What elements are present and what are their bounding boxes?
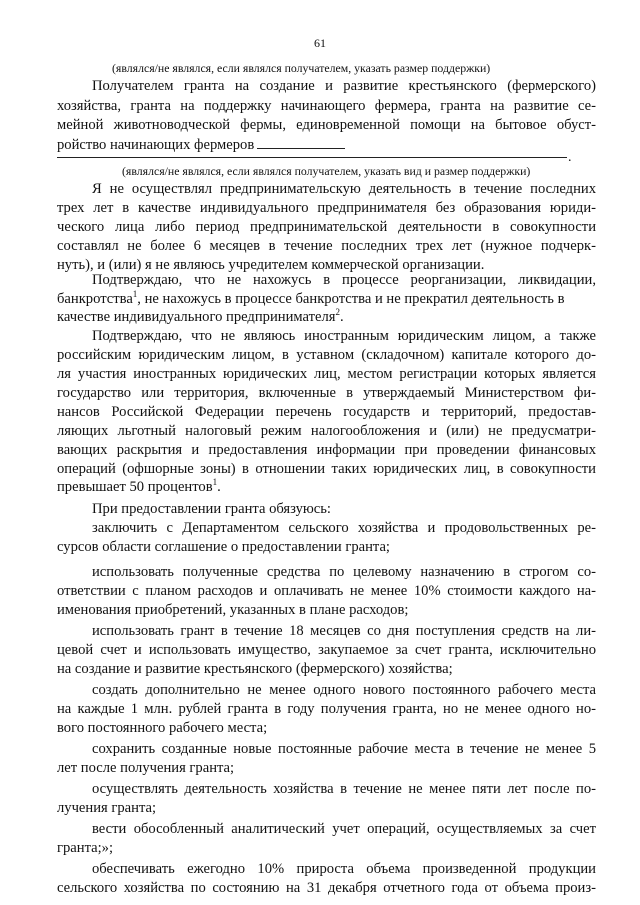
grant-line-1: Получателем гранта на создание и развитие крестьянского (фермерского) [92, 78, 596, 94]
grant-answer-blank[interactable] [257, 136, 345, 149]
bankruptcy-line-2 [57, 291, 596, 308]
bankruptcy-line-2-b: , не нахожусь в процессе банкротства и не прекратил деятельность в [137, 291, 565, 307]
obligation-7-line-1: вести обособленный аналитический учет операций, осуществляемых за счет [92, 821, 596, 837]
answer-rule-end: . [568, 150, 572, 165]
footnote-ref-2: 2 [335, 307, 340, 318]
offshore-line-4: государство или территория, включенные в утверждаемый Министерством фи- [57, 385, 596, 401]
obligation-6-line-2: лучения гранта; [57, 800, 157, 816]
page-number: 61 [314, 36, 326, 50]
obligation-5-line-1: сохранить созданные новые постоянные рабочие места в течение не менее 5 [92, 741, 596, 757]
obligation-2-line-1: использовать полученные средства по целевому назначению в строгом со- [92, 564, 596, 580]
offshore-line-7: вающих раскрытия и предоставления информации при проведении финансовых [57, 442, 596, 458]
offshore-line-2: российским юридическим лицом, в уставном (складочном) капитале которого до- [57, 347, 596, 363]
obligation-2-line-2: ответствии с планом расходов и оплачивать не менее 10% стоимости каждого на- [57, 583, 596, 599]
offshore-line-5: нансов Российской Федерации перечень государств и территорий, предостав- [57, 404, 596, 420]
grant-line-4-text: ройство начинающих фермеров [57, 137, 255, 153]
entrepreneur-line-2: трех лет в качестве индивидуального предпринимателя без образования юриди- [57, 200, 596, 216]
bankruptcy-line-3-b: . [339, 309, 344, 325]
answer-rule[interactable] [57, 157, 567, 158]
footnote-ref-1: 1 [132, 289, 138, 300]
obligation-8-line-2: сельского хозяйства по состоянию на 31 декабря отчетного года от объема произ- [57, 880, 596, 896]
grant-line-3: мейной животноводческой фермы, единовременной помощи на бытовое обуст- [57, 117, 596, 133]
support-note-mid: (являлся/не являлся, если являлся получателем, указать вид и размер поддержки) [122, 164, 531, 178]
entrepreneur-line-3: ческого лица либо период предпринимательской деятельности в совокупности [57, 219, 596, 235]
bankruptcy-line-2-a: банкротства [57, 291, 133, 307]
obligation-4-line-3: вого постоянного рабочего места; [57, 720, 268, 736]
bankruptcy-line-3 [57, 309, 596, 326]
offshore-line-9-a: превышает 50 процентов [57, 479, 213, 495]
grant-line-4 [57, 136, 596, 154]
footnote-ref-1b: 1 [212, 477, 218, 488]
offshore-line-6: ляющих льготный налоговый режим налогообложения и (или) не предусматри- [57, 423, 596, 439]
obligation-5-line-2: лет после получения гранта; [57, 760, 235, 776]
obligation-3-line-2: цевой счет и использовать имущество, закупаемое за счет гранта, исключительно [57, 642, 596, 658]
obligation-1-line-2: сурсов области соглашение о предоставлении гранта; [57, 539, 390, 555]
bankruptcy-line-3-a: качестве индивидуального предпринимателя [57, 309, 336, 325]
entrepreneur-line-5: нуть), и (или) я не являюсь учредителем коммерческой организации. [57, 257, 485, 273]
offshore-line-8: операций (офшорные зоны) в отношении таких юридических лиц, в совокупности [57, 461, 596, 477]
obligation-2-line-3: именования приобретений, указанных в плане расходов; [57, 602, 409, 618]
entrepreneur-line-4: составлял не более 6 месяцев в течение последних трех лет (нужное подчерк- [57, 238, 596, 254]
support-note-top: (являлся/не являлся, если являлся получателем, указать размер поддержки) [112, 61, 491, 75]
obligations-intro: При предоставлении гранта обязуюсь: [92, 501, 331, 517]
obligation-8-line-1: обеспечивать ежегодно 10% прироста объема произведенной продукции [92, 861, 596, 877]
obligation-1-line-1: заключить с Департаментом сельского хозяйства и продовольственных ре- [92, 520, 596, 536]
obligation-3-line-3: на создание и развитие крестьянского (фермерского) хозяйства; [57, 661, 453, 677]
offshore-line-9-b: . [217, 479, 221, 495]
offshore-line-1: Подтверждаю, что не являюсь иностранным юридическим лицом, а также [92, 328, 596, 344]
bankruptcy-line-1: Подтверждаю, что не нахожусь в процессе реорганизации, ликвидации, [92, 272, 596, 288]
obligation-4-line-1: создать дополнительно не менее одного нового постоянного рабочего места [92, 682, 596, 698]
obligation-4-line-2: на каждые 1 млн. рублей гранта в году получения гранта, но не менее одного но- [57, 701, 596, 717]
obligation-6-line-1: осуществлять деятельность хозяйства в течение не менее пяти лет после по- [92, 781, 596, 797]
obligation-3-line-1: использовать грант в течение 18 месяцев со дня поступления средств на ли- [92, 623, 596, 639]
entrepreneur-line-1: Я не осуществлял предпринимательскую деятельность в течение последних [92, 181, 596, 197]
offshore-line-9 [57, 479, 596, 496]
obligation-7-line-2: гранта;»; [57, 840, 114, 856]
grant-line-2: хозяйства, гранта на поддержку начинающего фермера, гранта на развитие се- [57, 98, 596, 114]
offshore-line-3: ля участия иностранных юридических лиц, местом регистрации которых является [57, 366, 596, 382]
